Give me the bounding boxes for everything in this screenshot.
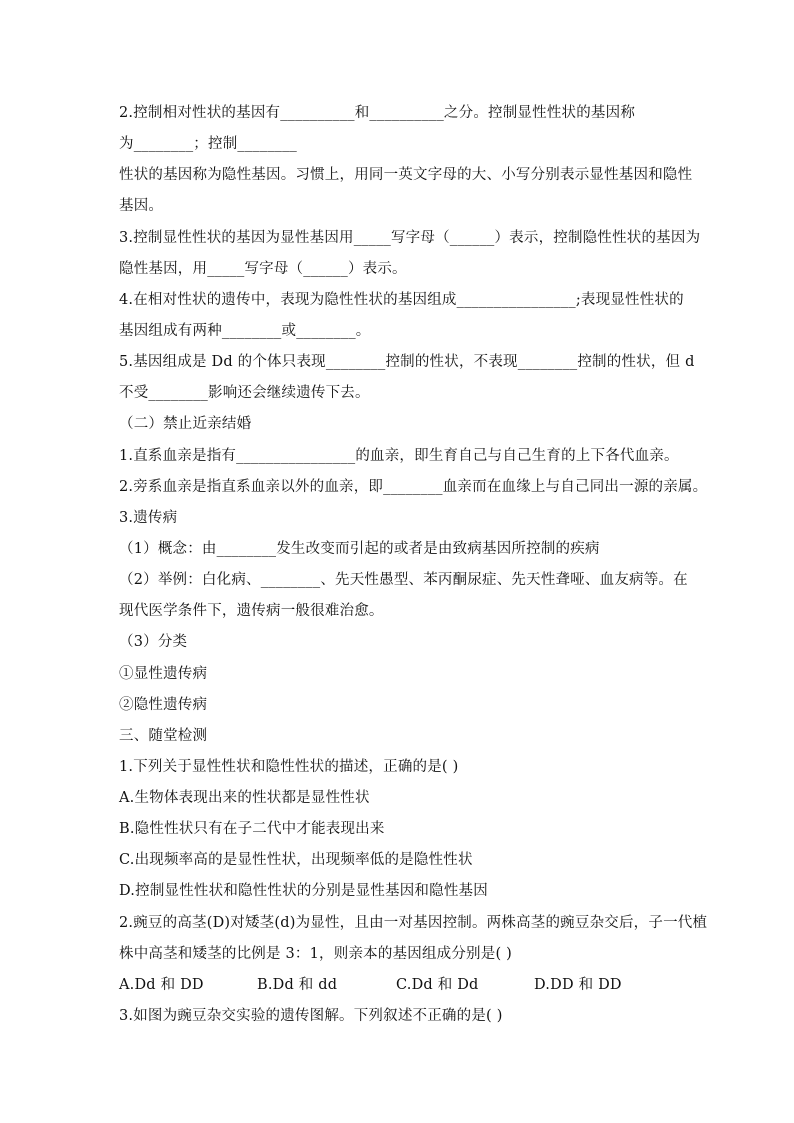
option-c: C.出现频率高的是显性性状，出现频率低的是隐性性状 [119, 852, 473, 868]
text-line: 隐性基因，用_____写字母（______）表示。 [119, 261, 407, 277]
text-line: （2）举例：白化病、________、先天性愚型、苯丙酮尿症、先天性聋哑、血友病等。在 [119, 572, 688, 588]
text-line: 2.旁系血亲是指直系血亲以外的血亲，即________血亲而在血缘上与自己同出一源的亲属。 [119, 479, 708, 495]
text-line: 不受________影响还会继续遗传下去。 [119, 385, 370, 401]
section-heading: （二）禁止近亲结婚 [119, 416, 252, 432]
text-line: 4.在相对性状的遗传中，表现为隐性性状的基因组成________________;表现显性性状的 [119, 292, 684, 308]
text-line: （1）概念：由________发生改变而引起的或者是由致病基因所控制的疾病 [119, 541, 600, 557]
option-a: A.生物体表现出来的性状都是显性性状 [119, 790, 370, 806]
text-line: （3）分类 [119, 634, 188, 650]
text-line: 基因组成有两种________或________。 [119, 323, 371, 339]
section-heading: 三、随堂检测 [119, 728, 208, 744]
text-line: 性状的基因称为隐性基因。习惯上，用同一英文字母的大、小写分别表示显性基因和隐性 [119, 167, 693, 183]
text-line: 2.控制相对性状的基因有__________和__________之分。控制显性性状的基因称 [119, 105, 636, 121]
text-line: 3.控制显性性状的基因为显性基因用_____写字母（______）表示，控制隐性性状的基因为 [119, 230, 701, 246]
option-d: D.控制显性性状和隐性性状的分别是显性基因和隐性基因 [119, 883, 488, 899]
text-line: 现代医学条件下，遗传病一般很难治愈。 [119, 603, 384, 619]
question-3: 3.如图为豌豆杂交实验的遗传图解。下列叙述不正确的是( ) [119, 1008, 503, 1024]
option-d: D.DD 和 DD [534, 977, 622, 993]
question-2-cont: 株中高茎和矮茎的比例是 3：1，则亲本的基因组成分别是( ) [119, 946, 512, 962]
option-a: A.Dd 和 DD [119, 977, 204, 993]
text-line: ①显性遗传病 [119, 666, 208, 682]
text-line: ②隐性遗传病 [119, 697, 208, 713]
text-line: 3.遗传病 [119, 510, 178, 526]
option-b: B.隐性性状只有在子二代中才能表现出来 [119, 821, 385, 837]
question-2: 2.豌豆的高茎(D)对矮茎(d)为显性，且由一对基因控制。两株高茎的豌豆杂交后，子一代植 [119, 915, 708, 931]
option-b: B.Dd 和 dd [257, 977, 338, 993]
option-c: C.Dd 和 Dd [396, 977, 479, 993]
text-line: 基因。 [119, 198, 164, 214]
question-1: 1.下列关于显性性状和隐性性状的描述，正确的是( ) [119, 759, 459, 775]
text-line: 5.基因组成是 Dd 的个体只表现________控制的性状，不表现________控制的性状，但 d [119, 354, 695, 370]
text-line: 为________；控制________ [119, 136, 297, 152]
text-line: 1.直系血亲是指有________________的血亲，即生育自己与自己生育的上下各代血亲。 [119, 448, 679, 464]
